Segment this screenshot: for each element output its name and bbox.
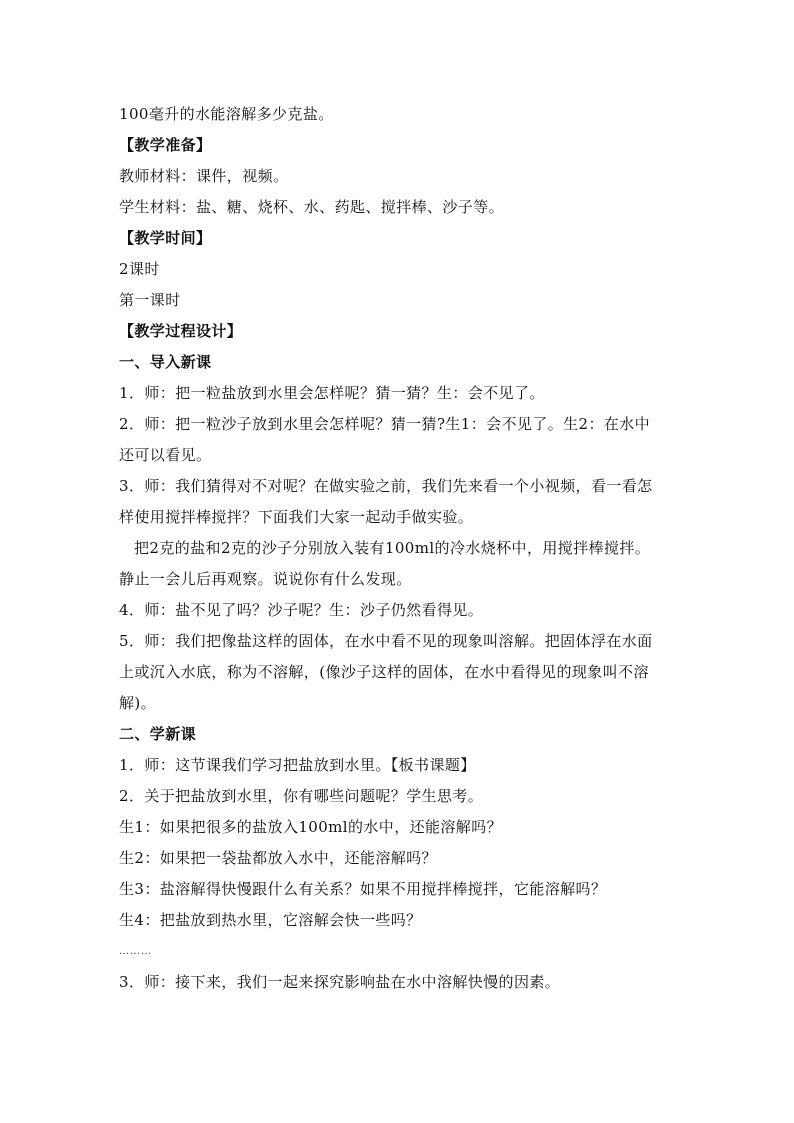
text-line: 2课时: [119, 260, 160, 278]
text-line: 1．师：这节课我们学习把盐放到水里。【板书课题】: [119, 756, 476, 774]
text-line: 解)。: [119, 694, 157, 712]
section-heading: 一、导入新课: [119, 353, 212, 371]
text-line: 上或沉入水底，称为不溶解，(像沙子这样的固体，在水中看得见的现象叫不溶: [119, 663, 649, 681]
text-line: 3．师：接下来，我们一起来探究影响盐在水中溶解快慢的因素。: [119, 973, 561, 991]
text-line: 生4：把盐放到热水里，它溶解会快一些吗？: [119, 911, 422, 929]
section-heading: 【教学准备】: [119, 136, 212, 154]
section-heading: 二、学新课: [119, 725, 197, 743]
text-line: 生3：盐溶解得快慢跟什么有关系？如果不用搅拌棒搅拌，它能溶解吗？: [119, 880, 607, 898]
document-body: [119, 99, 679, 998]
text-line: 2．师：把一粒沙子放到水里会怎样呢？猜一猜?生1：会不见了。生2：在水中: [119, 415, 651, 433]
text-line: 静止一会儿后再观察。说说你有什么发现。: [119, 570, 412, 588]
text-line: 5．师：我们把像盐这样的固体，在水中看不见的现象叫溶解。把固体浮在水面: [119, 632, 653, 650]
text-line: 1．师：把一粒盐放到水里会怎样呢？猜一猜？生：会不见了。: [119, 384, 545, 402]
text-line: 学生材料：盐、糖、烧杯、水、药匙、搅拌棒、沙子等。: [119, 198, 505, 216]
text-line: 3．师：我们猜得对不对呢？在做实验之前，我们先来看一个小视频，看一看怎: [119, 477, 653, 495]
text-line: 生1：如果把很多的盐放入100ml的水中，还能溶解吗？: [119, 818, 502, 836]
text-line: 还可以看见。: [119, 446, 212, 464]
text-line: 教师材料：课件，视频。: [119, 167, 289, 185]
ellipsis-line: ………: [119, 946, 152, 957]
text-line: 把2克的盐和2克的沙子分别放入装有100ml的冷水烧杯中，用搅拌棒搅拌。: [134, 539, 651, 557]
text-line: 100毫升的水能溶解多少克盐。: [119, 105, 334, 123]
text-line: 第一课时: [119, 291, 181, 309]
text-line: 生2：如果把一袋盐都放入水中，还能溶解吗？: [119, 849, 437, 867]
section-heading: 【教学过程设计】: [119, 322, 243, 340]
section-heading: 【教学时间】: [119, 229, 212, 247]
text-line: 样使用搅拌棒搅拌？下面我们大家一起动手做实验。: [119, 508, 474, 526]
text-line: 4．师：盐不见了吗？沙子呢？生：沙子仍然看得见。: [119, 601, 484, 619]
text-line: 2．关于把盐放到水里，你有哪些问题呢？学生思考。: [119, 787, 484, 805]
